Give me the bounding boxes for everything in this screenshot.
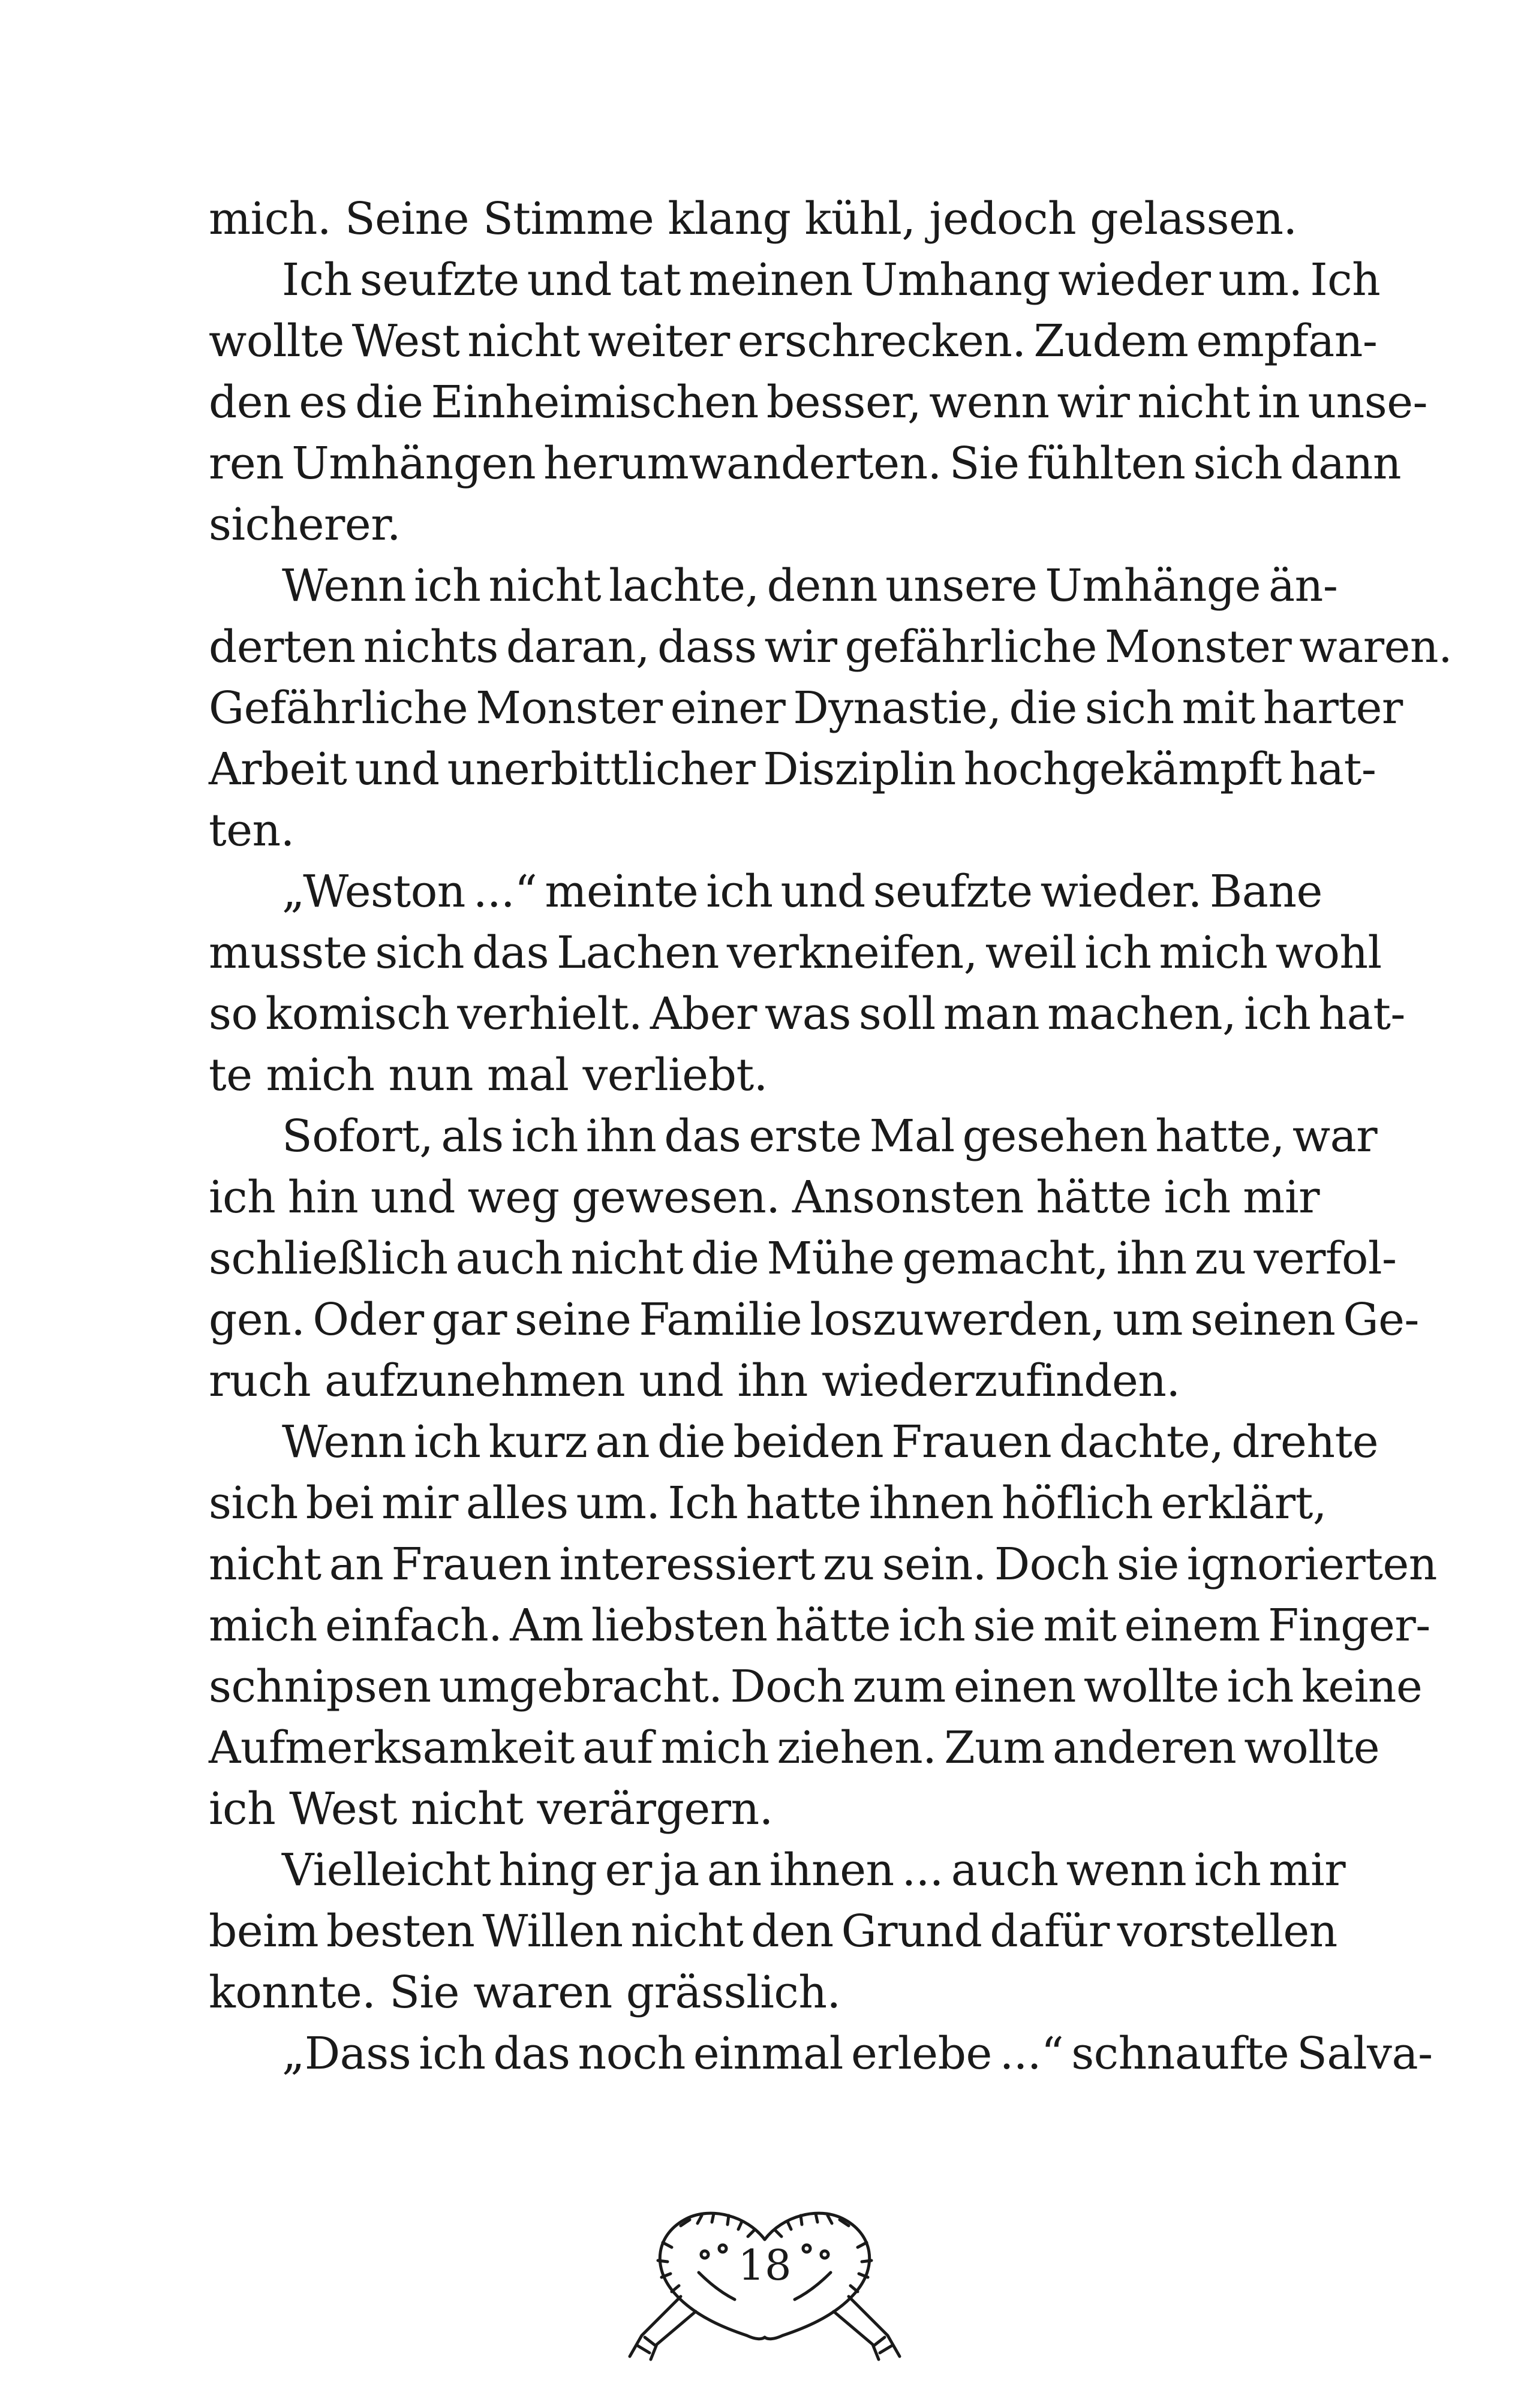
text-line: te mich nun mal verliebt. bbox=[209, 1049, 768, 1101]
text-line: Ich seufzte und tat meinen Umhang wieder um. Ich bbox=[282, 254, 1381, 306]
text-line: ruch aufzunehmen und ihn wiederzufinden. bbox=[209, 1355, 1180, 1407]
text-line: Wenn ich nicht lachte, denn unsere Umhänge än- bbox=[282, 560, 1338, 612]
text-line: musste sich das Lachen verkneifen, weil ich mich wohl bbox=[209, 927, 1382, 979]
text-line: Arbeit und unerbittlicher Disziplin hochgekämpft hat- bbox=[209, 744, 1376, 795]
text-line: nicht an Frauen interessiert zu sein. Doch sie ignorierten bbox=[209, 1539, 1437, 1590]
text-line: „Weston ...“ meinte ich und seufzte wieder. Bane bbox=[282, 866, 1322, 917]
text-line: Sofort, als ich ihn das erste Mal gesehen hatte, war bbox=[282, 1110, 1378, 1162]
text-line: derten nichts daran, dass wir gefährliche Monster waren. bbox=[209, 621, 1453, 673]
text-line: den es die Einheimischen besser, wenn wir nicht in unse- bbox=[209, 377, 1428, 428]
text-line: ich West nicht verärgern. bbox=[209, 1783, 773, 1835]
text-line: schließlich auch nicht die Mühe gemacht, ihn zu verfol- bbox=[209, 1233, 1397, 1284]
text-line: Aufmerksamkeit auf mich ziehen. Zum anderen wollte bbox=[209, 1722, 1380, 1774]
text-line: wollte West nicht weiter erschrecken. Zudem empfan- bbox=[209, 315, 1378, 367]
text-line: Gefährliche Monster einer Dynastie, die sich mit harter bbox=[209, 682, 1403, 734]
text-line: „Dass ich das noch einmal erlebe ...“ schnaufte Salva- bbox=[282, 2028, 1433, 2079]
text-line: Vielleicht hing er ja an ihnen ... auch wenn ich mir bbox=[282, 1844, 1346, 1896]
text-line: ten. bbox=[209, 805, 294, 856]
text-line: ich hin und weg gewesen. Ansonsten hätte ich mir bbox=[209, 1172, 1319, 1223]
text-line: mich. Seine Stimme klang kühl, jedoch gelassen. bbox=[209, 193, 1297, 245]
text-line: so komisch verhielt. Aber was soll man machen, ich hat- bbox=[209, 988, 1405, 1040]
text-line: mich einfach. Am liebsten hätte ich sie mit einem Finger- bbox=[209, 1600, 1430, 1651]
text-line: konnte. Sie waren grässlich. bbox=[209, 1967, 841, 2018]
text-line: sich bei mir alles um. Ich hatte ihnen höflich erklärt, bbox=[209, 1477, 1327, 1529]
page-number: 18 bbox=[738, 2241, 792, 2290]
text-line: ren Umhängen herumwanderten. Sie fühlten sich dann bbox=[209, 438, 1402, 489]
text-line: beim besten Willen nicht den Grund dafür vorstellen bbox=[209, 1906, 1337, 1957]
text-line: gen. Oder gar seine Familie loszuwerden, um seinen Ge- bbox=[209, 1294, 1419, 1346]
text-line: Wenn ich kurz an die beiden Frauen dachte, drehte bbox=[282, 1416, 1379, 1468]
text-line: sicherer. bbox=[209, 499, 401, 550]
text-line: schnipsen umgebracht. Doch zum einen wollte ich keine bbox=[209, 1661, 1423, 1712]
